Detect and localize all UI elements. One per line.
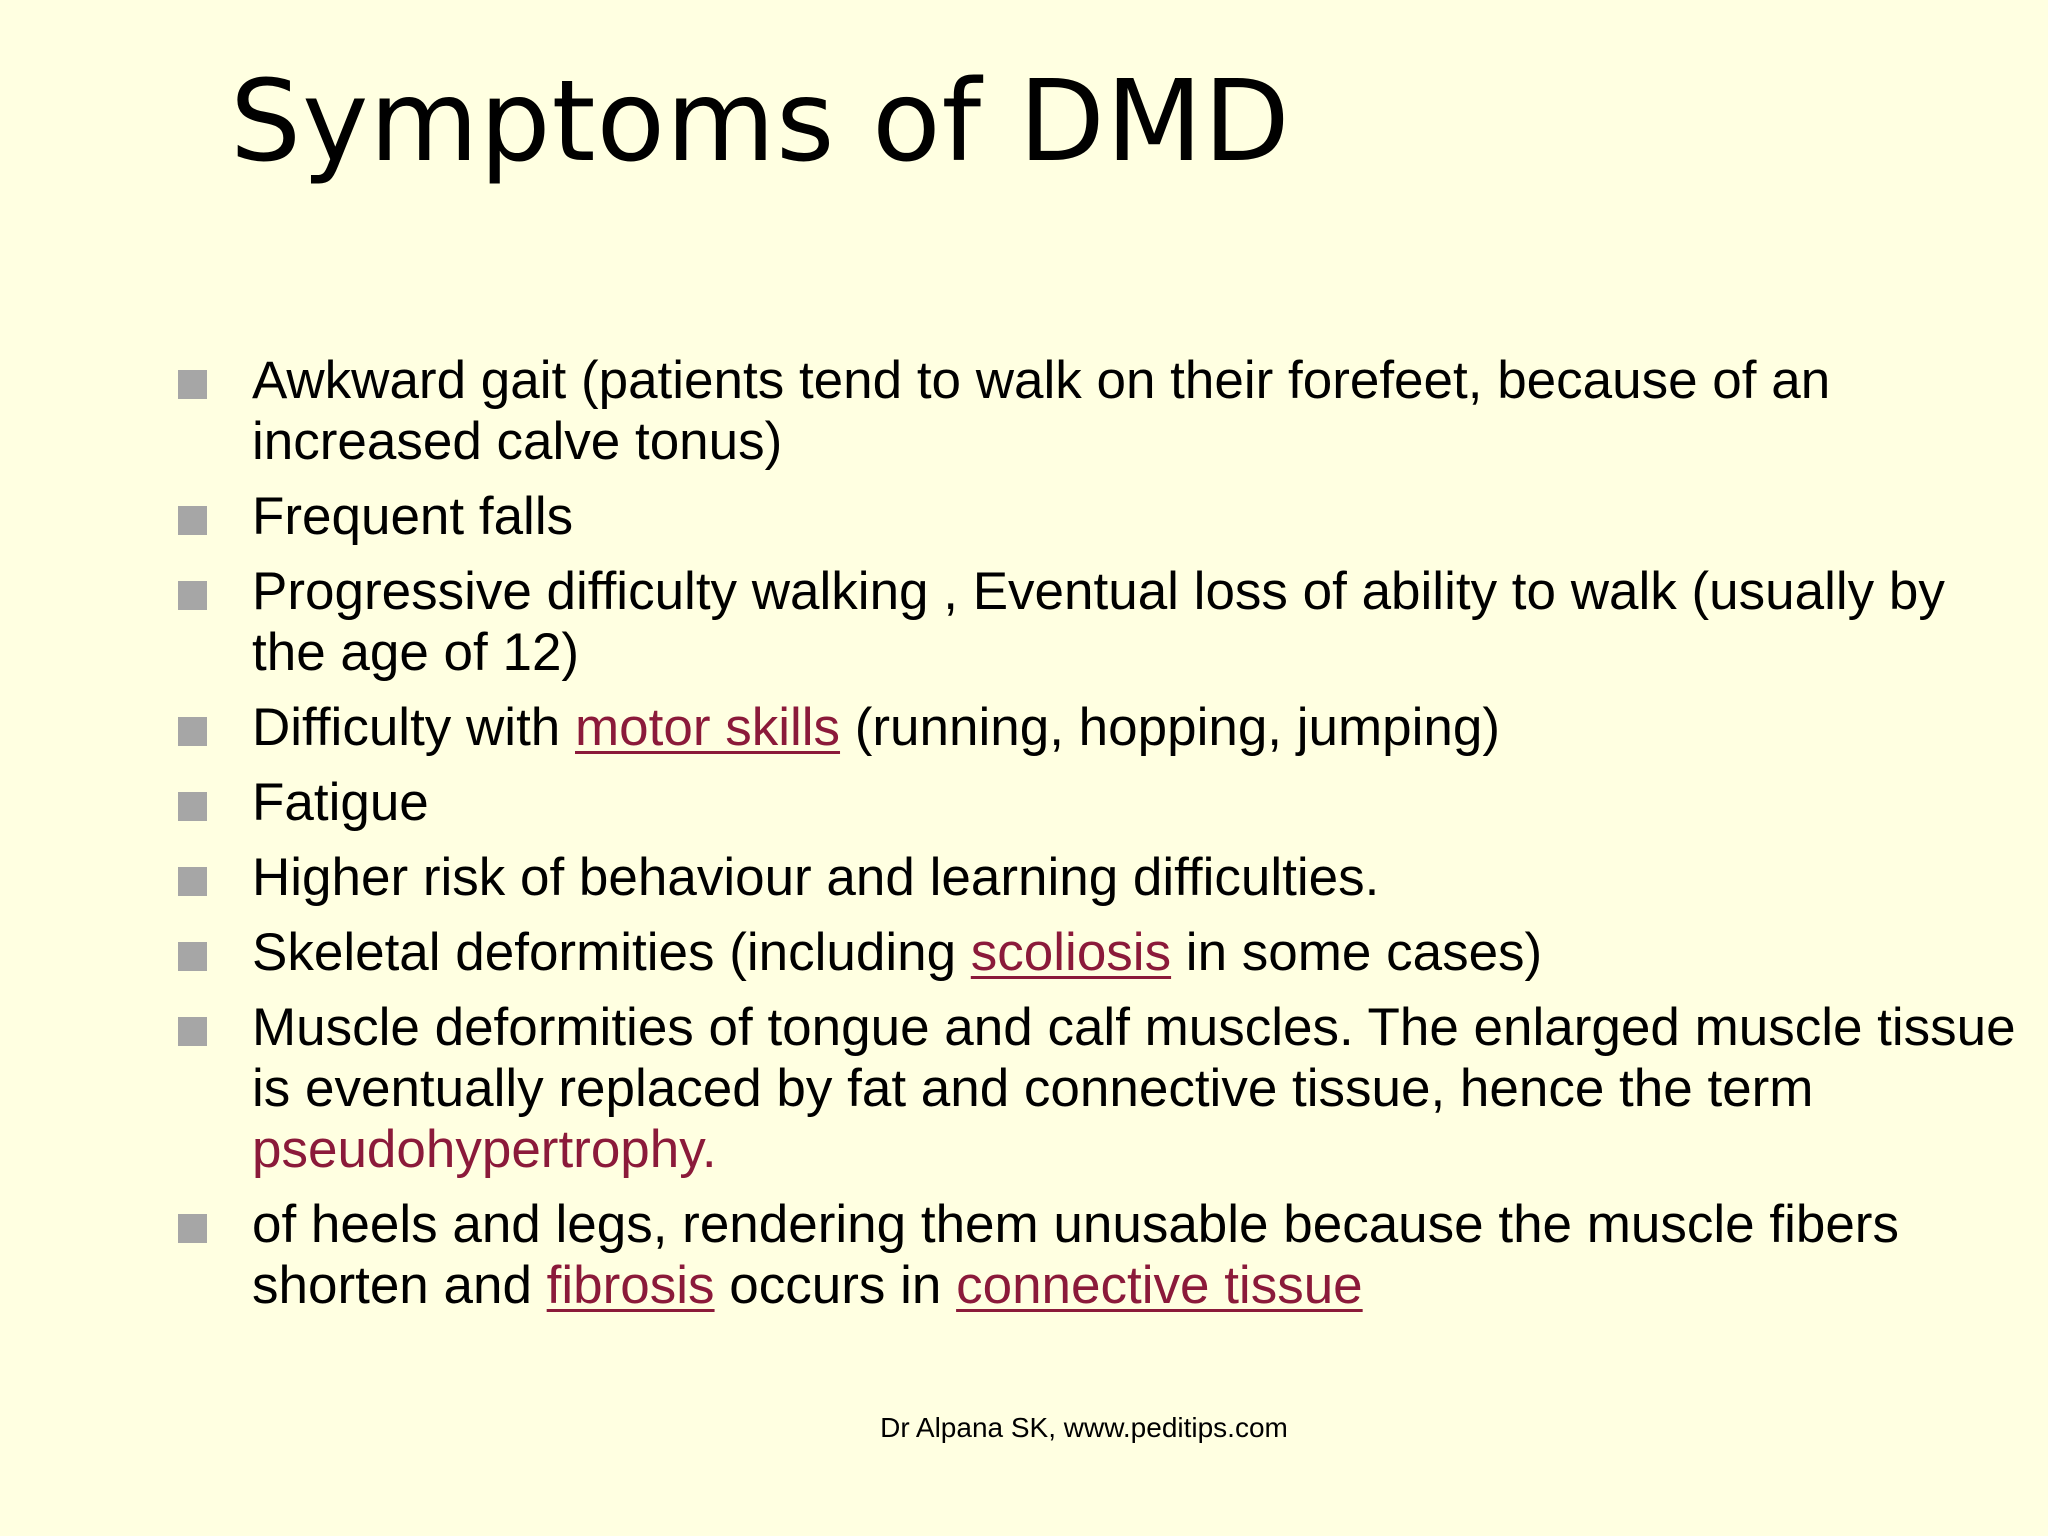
motor-skills-link[interactable]: motor skills xyxy=(575,698,841,757)
bullet-text: of heels and legs, rendering them unusable because the muscle fibers shorten and xyxy=(252,1195,1899,1315)
bullet-text: Difficulty with xyxy=(252,698,575,757)
bullet-text: Progressive difficulty walking , Eventual loss of ability to walk (usually by the age of 12) xyxy=(252,562,1945,682)
bullet-text: Muscle deformities of tongue and calf muscles. The enlarged muscle tissue is eventually replaced by fat and connective tissue, hence the term xyxy=(252,998,2016,1118)
bullet-text: Fatigue xyxy=(252,773,429,832)
connective-tissue-link[interactable]: connective tissue xyxy=(956,1256,1363,1315)
square-bullet-icon xyxy=(178,581,207,610)
scoliosis-link[interactable]: scoliosis xyxy=(970,923,1172,982)
list-item xyxy=(178,350,2018,472)
bullet-text: Awkward gait (patients tend to walk on their forefeet, because of an increased calve tonus) xyxy=(252,351,1831,471)
bullet-text: Higher risk of behaviour and learning difficulties. xyxy=(252,848,1380,907)
list-item xyxy=(178,997,2018,1180)
list-item xyxy=(178,772,2018,833)
square-bullet-icon xyxy=(178,942,207,971)
fibrosis-link[interactable]: fibrosis xyxy=(546,1256,715,1315)
bullet-text: occurs in xyxy=(714,1256,957,1315)
list-item xyxy=(178,697,2018,758)
list-item xyxy=(178,847,2018,908)
list-item xyxy=(178,486,2018,547)
footer-credit: Dr Alpana SK, www.peditips.com xyxy=(880,1412,1288,1443)
slide-title: Symptoms of DMD xyxy=(230,57,1291,187)
symptom-list xyxy=(178,350,2018,1330)
bullet-text: Skeletal deformities (including xyxy=(252,923,971,982)
bullet-text: (running, hopping, jumping) xyxy=(840,698,1500,757)
square-bullet-icon xyxy=(178,1017,207,1046)
square-bullet-icon xyxy=(178,867,207,896)
list-item xyxy=(178,1194,2018,1316)
square-bullet-icon xyxy=(178,717,207,746)
bullet-text: in some cases) xyxy=(1171,923,1543,982)
bullet-text: Frequent falls xyxy=(252,487,574,546)
pseudohypertrophy-term: pseudohypertrophy. xyxy=(252,1120,717,1179)
list-item xyxy=(178,922,2018,983)
square-bullet-icon xyxy=(178,1214,207,1243)
square-bullet-icon xyxy=(178,506,207,535)
square-bullet-icon xyxy=(178,792,207,821)
list-item xyxy=(178,561,2018,683)
square-bullet-icon xyxy=(178,370,207,399)
